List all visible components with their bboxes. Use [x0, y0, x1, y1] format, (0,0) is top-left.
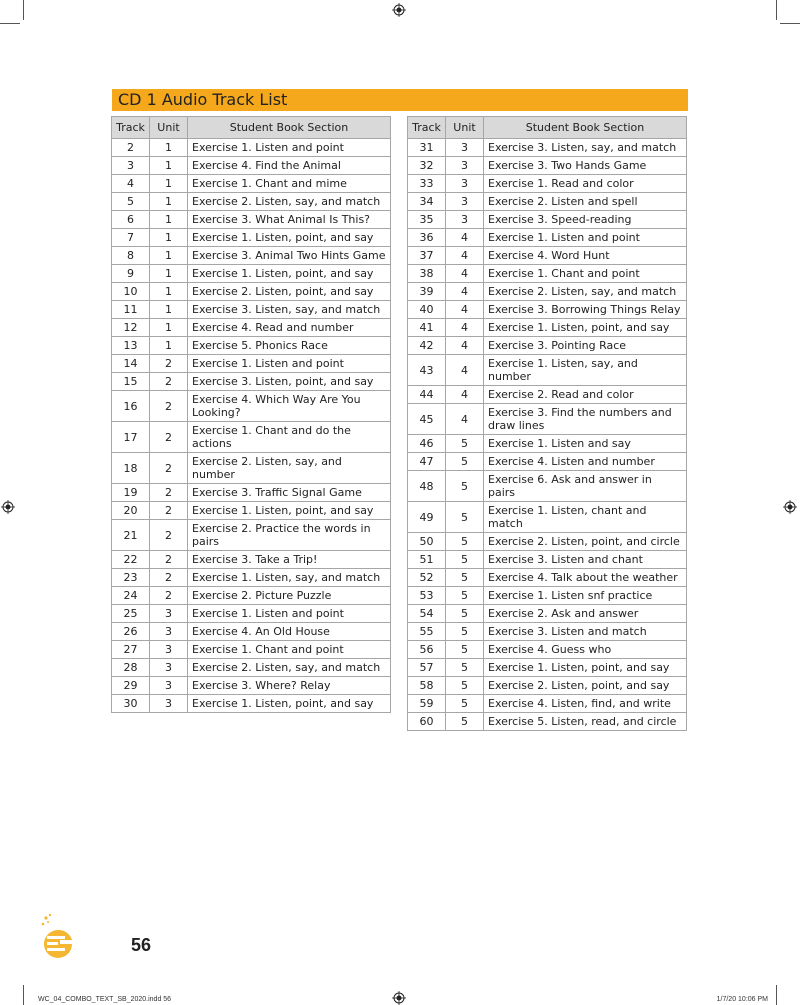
crop-mark — [776, 985, 777, 1005]
unit-header: Unit — [446, 117, 484, 139]
book-section: Exercise 4. Read and number — [188, 319, 391, 337]
unit-number: 5 — [446, 453, 484, 471]
track-header: Track — [112, 117, 150, 139]
track-number: 21 — [112, 520, 150, 551]
table-row — [408, 471, 687, 502]
track-number: 55 — [408, 623, 446, 641]
table-row — [112, 157, 391, 175]
track-number: 28 — [112, 659, 150, 677]
track-number: 30 — [112, 695, 150, 713]
page-title: CD 1 Audio Track List — [118, 90, 288, 109]
registration-mark-icon — [1, 500, 15, 514]
unit-number: 5 — [446, 569, 484, 587]
track-number: 50 — [408, 533, 446, 551]
book-section: Exercise 5. Phonics Race — [188, 337, 391, 355]
book-section: Exercise 1. Listen, point, and say — [188, 502, 391, 520]
book-section: Exercise 1. Listen, point, and say — [188, 229, 391, 247]
track-number: 45 — [408, 404, 446, 435]
book-section: Exercise 3. Two Hands Game — [484, 157, 687, 175]
book-section: Exercise 3. Pointing Race — [484, 337, 687, 355]
track-number: 40 — [408, 301, 446, 319]
unit-number: 3 — [150, 605, 188, 623]
table-row — [408, 435, 687, 453]
book-section: Exercise 1. Read and color — [484, 175, 687, 193]
unit-number: 1 — [150, 337, 188, 355]
unit-number: 1 — [150, 283, 188, 301]
book-section: Exercise 1. Listen, point, and say — [484, 659, 687, 677]
section-header: Student Book Section — [188, 117, 391, 139]
book-section: Exercise 4. Word Hunt — [484, 247, 687, 265]
track-number: 36 — [408, 229, 446, 247]
unit-number: 2 — [150, 502, 188, 520]
unit-number: 1 — [150, 229, 188, 247]
table-row — [408, 139, 687, 157]
date-slug: 1/7/20 10:06 PM — [716, 996, 768, 1003]
book-section: Exercise 3. Speed-reading — [484, 211, 687, 229]
book-section: Exercise 2. Listen, say, and match — [188, 659, 391, 677]
unit-number: 3 — [446, 175, 484, 193]
table-row — [112, 605, 391, 623]
unit-number: 4 — [446, 283, 484, 301]
page-number: 56 — [131, 935, 152, 955]
track-number: 33 — [408, 175, 446, 193]
unit-number: 3 — [446, 139, 484, 157]
unit-number: 5 — [446, 533, 484, 551]
book-section: Exercise 2. Listen, say, and match — [188, 193, 391, 211]
book-section: Exercise 1. Listen snf practice — [484, 587, 687, 605]
book-section: Exercise 1. Listen, point, and say — [188, 695, 391, 713]
table-row — [112, 265, 391, 283]
book-section: Exercise 1. Chant and point — [484, 265, 687, 283]
track-number: 43 — [408, 355, 446, 386]
unit-number: 5 — [446, 502, 484, 533]
book-section: Exercise 4. An Old House — [188, 623, 391, 641]
registration-mark-icon — [392, 991, 406, 1005]
table-row — [112, 211, 391, 229]
table-row — [408, 605, 687, 623]
track-number: 26 — [112, 623, 150, 641]
unit-number: 2 — [150, 355, 188, 373]
table-row — [112, 337, 391, 355]
unit-number: 2 — [150, 484, 188, 502]
table-row — [408, 659, 687, 677]
table-row — [408, 695, 687, 713]
track-number: 9 — [112, 265, 150, 283]
track-number: 16 — [112, 391, 150, 422]
book-section: Exercise 1. Chant and mime — [188, 175, 391, 193]
table-row — [408, 587, 687, 605]
unit-number: 5 — [446, 551, 484, 569]
table-row — [112, 175, 391, 193]
unit-number: 5 — [446, 587, 484, 605]
table-row — [408, 713, 687, 731]
book-section: Exercise 2. Picture Puzzle — [188, 587, 391, 605]
table-row — [112, 247, 391, 265]
crop-mark — [23, 985, 24, 1005]
unit-number: 4 — [446, 301, 484, 319]
book-section: Exercise 3. Listen, point, and say — [188, 373, 391, 391]
track-number: 5 — [112, 193, 150, 211]
unit-number: 1 — [150, 139, 188, 157]
track-number: 18 — [112, 453, 150, 484]
unit-number: 2 — [150, 422, 188, 453]
book-section: Exercise 4. Which Way Are You Looking? — [188, 391, 391, 422]
track-table-left — [111, 116, 391, 713]
table-row — [408, 193, 687, 211]
book-section: Exercise 1. Chant and point — [188, 641, 391, 659]
table-row — [112, 301, 391, 319]
unit-number: 5 — [446, 435, 484, 453]
book-section: Exercise 1. Listen and point — [188, 605, 391, 623]
book-section: Exercise 2. Ask and answer — [484, 605, 687, 623]
unit-number: 4 — [446, 386, 484, 404]
section-header: Student Book Section — [484, 117, 687, 139]
table-row — [112, 569, 391, 587]
unit-number: 2 — [150, 587, 188, 605]
track-table-right — [407, 116, 687, 731]
unit-number: 5 — [446, 695, 484, 713]
table-row — [112, 502, 391, 520]
track-number: 35 — [408, 211, 446, 229]
track-number: 46 — [408, 435, 446, 453]
track-number: 57 — [408, 659, 446, 677]
book-section: Exercise 3. What Animal Is This? — [188, 211, 391, 229]
book-section: Exercise 1. Listen and point — [188, 355, 391, 373]
registration-mark-icon — [392, 3, 406, 17]
unit-number: 1 — [150, 265, 188, 283]
table-row — [112, 319, 391, 337]
unit-number: 3 — [150, 695, 188, 713]
unit-number: 5 — [446, 659, 484, 677]
track-number: 42 — [408, 337, 446, 355]
book-section: Exercise 3. Listen and match — [484, 623, 687, 641]
table-row — [408, 677, 687, 695]
book-section: Exercise 3. Where? Relay — [188, 677, 391, 695]
book-section: Exercise 2. Listen, point, and circle — [484, 533, 687, 551]
book-section: Exercise 2. Practice the words in pairs — [188, 520, 391, 551]
track-number: 48 — [408, 471, 446, 502]
crop-mark — [780, 23, 800, 24]
book-section: Exercise 6. Ask and answer in pairs — [484, 471, 687, 502]
book-section: Exercise 1. Listen and point — [188, 139, 391, 157]
unit-number: 4 — [446, 355, 484, 386]
track-number: 59 — [408, 695, 446, 713]
track-number: 56 — [408, 641, 446, 659]
table-row — [408, 157, 687, 175]
table-row — [112, 659, 391, 677]
track-number: 22 — [112, 551, 150, 569]
unit-number: 2 — [150, 551, 188, 569]
book-section: Exercise 3. Animal Two Hints Game — [188, 247, 391, 265]
book-section: Exercise 2. Listen and spell — [484, 193, 687, 211]
track-number: 3 — [112, 157, 150, 175]
table-row — [112, 484, 391, 502]
unit-number: 3 — [150, 659, 188, 677]
table-row — [112, 587, 391, 605]
table-header-row — [112, 117, 391, 139]
unit-number: 4 — [446, 337, 484, 355]
book-section: Exercise 4. Guess who — [484, 641, 687, 659]
track-number: 2 — [112, 139, 150, 157]
table-row — [408, 175, 687, 193]
book-section: Exercise 3. Listen, say, and match — [188, 301, 391, 319]
track-number: 23 — [112, 569, 150, 587]
book-section: Exercise 1. Listen, point, and say — [484, 319, 687, 337]
unit-number: 5 — [446, 623, 484, 641]
table-row — [112, 551, 391, 569]
table-row — [112, 453, 391, 484]
track-number: 49 — [408, 502, 446, 533]
unit-number: 5 — [446, 713, 484, 731]
track-number: 4 — [112, 175, 150, 193]
track-number: 39 — [408, 283, 446, 301]
book-section: Exercise 3. Traffic Signal Game — [188, 484, 391, 502]
unit-number: 1 — [150, 319, 188, 337]
unit-number: 3 — [446, 157, 484, 175]
unit-number: 5 — [446, 471, 484, 502]
book-section: Exercise 4. Listen, find, and write — [484, 695, 687, 713]
track-number: 27 — [112, 641, 150, 659]
unit-number: 1 — [150, 301, 188, 319]
unit-number: 4 — [446, 404, 484, 435]
track-number: 37 — [408, 247, 446, 265]
table-row — [408, 641, 687, 659]
table-row — [112, 193, 391, 211]
table-row — [408, 319, 687, 337]
book-section: Exercise 4. Listen and number — [484, 453, 687, 471]
unit-number: 2 — [150, 453, 188, 484]
table-row — [408, 569, 687, 587]
unit-number: 5 — [446, 677, 484, 695]
track-number: 19 — [112, 484, 150, 502]
track-number: 8 — [112, 247, 150, 265]
track-number: 11 — [112, 301, 150, 319]
track-number: 29 — [112, 677, 150, 695]
table-row — [112, 422, 391, 453]
unit-number: 2 — [150, 391, 188, 422]
track-number: 17 — [112, 422, 150, 453]
book-section: Exercise 4. Talk about the weather — [484, 569, 687, 587]
book-section: Exercise 1. Chant and do the actions — [188, 422, 391, 453]
unit-number: 3 — [150, 623, 188, 641]
table-row — [112, 283, 391, 301]
table-row — [408, 355, 687, 386]
track-header: Track — [408, 117, 446, 139]
table-row — [112, 677, 391, 695]
book-section: Exercise 1. Listen and say — [484, 435, 687, 453]
track-number: 41 — [408, 319, 446, 337]
table-row — [408, 283, 687, 301]
table-row — [112, 229, 391, 247]
track-number: 38 — [408, 265, 446, 283]
table-row — [112, 623, 391, 641]
track-number: 7 — [112, 229, 150, 247]
book-section: Exercise 2. Listen, point, and say — [188, 283, 391, 301]
track-number: 47 — [408, 453, 446, 471]
track-number: 52 — [408, 569, 446, 587]
table-row — [408, 247, 687, 265]
table-row — [408, 453, 687, 471]
unit-number: 3 — [150, 677, 188, 695]
table-row — [112, 355, 391, 373]
unit-number: 4 — [446, 265, 484, 283]
track-number: 10 — [112, 283, 150, 301]
table-row — [408, 502, 687, 533]
book-section: Exercise 3. Take a Trip! — [188, 551, 391, 569]
track-number: 44 — [408, 386, 446, 404]
track-number: 34 — [408, 193, 446, 211]
book-section: Exercise 1. Listen, say, and match — [188, 569, 391, 587]
book-section: Exercise 4. Find the Animal — [188, 157, 391, 175]
table-row — [408, 301, 687, 319]
crop-mark — [0, 23, 20, 24]
unit-number: 1 — [150, 175, 188, 193]
unit-number: 4 — [446, 319, 484, 337]
publisher-logo-icon — [38, 912, 78, 960]
table-row — [112, 641, 391, 659]
track-number: 53 — [408, 587, 446, 605]
table-row — [112, 391, 391, 422]
track-number: 32 — [408, 157, 446, 175]
unit-header: Unit — [150, 117, 188, 139]
track-number: 20 — [112, 502, 150, 520]
track-number: 12 — [112, 319, 150, 337]
track-number: 31 — [408, 139, 446, 157]
track-number: 60 — [408, 713, 446, 731]
book-section: Exercise 2. Listen, say, and number — [188, 453, 391, 484]
unit-number: 1 — [150, 211, 188, 229]
unit-number: 5 — [446, 641, 484, 659]
unit-number: 3 — [446, 211, 484, 229]
track-number: 25 — [112, 605, 150, 623]
book-section: Exercise 2. Read and color — [484, 386, 687, 404]
registration-mark-icon — [783, 500, 797, 514]
book-section: Exercise 5. Listen, read, and circle — [484, 713, 687, 731]
crop-mark — [23, 0, 24, 20]
table-row — [408, 337, 687, 355]
unit-number: 1 — [150, 193, 188, 211]
unit-number: 3 — [446, 193, 484, 211]
file-slug: WC_04_COMBO_TEXT_SB_2020.indd 56 — [38, 996, 172, 1003]
unit-number: 2 — [150, 520, 188, 551]
unit-number: 2 — [150, 569, 188, 587]
table-row — [408, 265, 687, 283]
book-section: Exercise 3. Find the numbers and draw lines — [484, 404, 687, 435]
book-section: Exercise 1. Listen, point, and say — [188, 265, 391, 283]
track-number: 54 — [408, 605, 446, 623]
track-number: 14 — [112, 355, 150, 373]
track-number: 6 — [112, 211, 150, 229]
book-section: Exercise 1. Listen and point — [484, 229, 687, 247]
table-row — [408, 386, 687, 404]
unit-number: 4 — [446, 229, 484, 247]
table-row — [112, 520, 391, 551]
unit-number: 5 — [446, 605, 484, 623]
table-row — [112, 139, 391, 157]
unit-number: 1 — [150, 157, 188, 175]
table-row — [408, 551, 687, 569]
unit-number: 3 — [150, 641, 188, 659]
book-section: Exercise 1. Listen, chant and match — [484, 502, 687, 533]
track-number: 58 — [408, 677, 446, 695]
track-number: 15 — [112, 373, 150, 391]
table-row — [112, 695, 391, 713]
table-row — [408, 229, 687, 247]
unit-number: 4 — [446, 247, 484, 265]
table-row — [112, 373, 391, 391]
book-section: Exercise 2. Listen, point, and say — [484, 677, 687, 695]
table-row — [408, 623, 687, 641]
track-number: 13 — [112, 337, 150, 355]
book-section: Exercise 3. Listen, say, and match — [484, 139, 687, 157]
book-section: Exercise 3. Borrowing Things Relay — [484, 301, 687, 319]
track-number: 51 — [408, 551, 446, 569]
table-header-row — [408, 117, 687, 139]
title-bar — [112, 89, 688, 111]
book-section: Exercise 2. Listen, say, and match — [484, 283, 687, 301]
book-section: Exercise 3. Listen and chant — [484, 551, 687, 569]
table-row — [408, 404, 687, 435]
book-section: Exercise 1. Listen, say, and number — [484, 355, 687, 386]
unit-number: 2 — [150, 373, 188, 391]
track-number: 24 — [112, 587, 150, 605]
crop-mark — [776, 0, 777, 20]
table-row — [408, 533, 687, 551]
table-row — [408, 211, 687, 229]
unit-number: 1 — [150, 247, 188, 265]
